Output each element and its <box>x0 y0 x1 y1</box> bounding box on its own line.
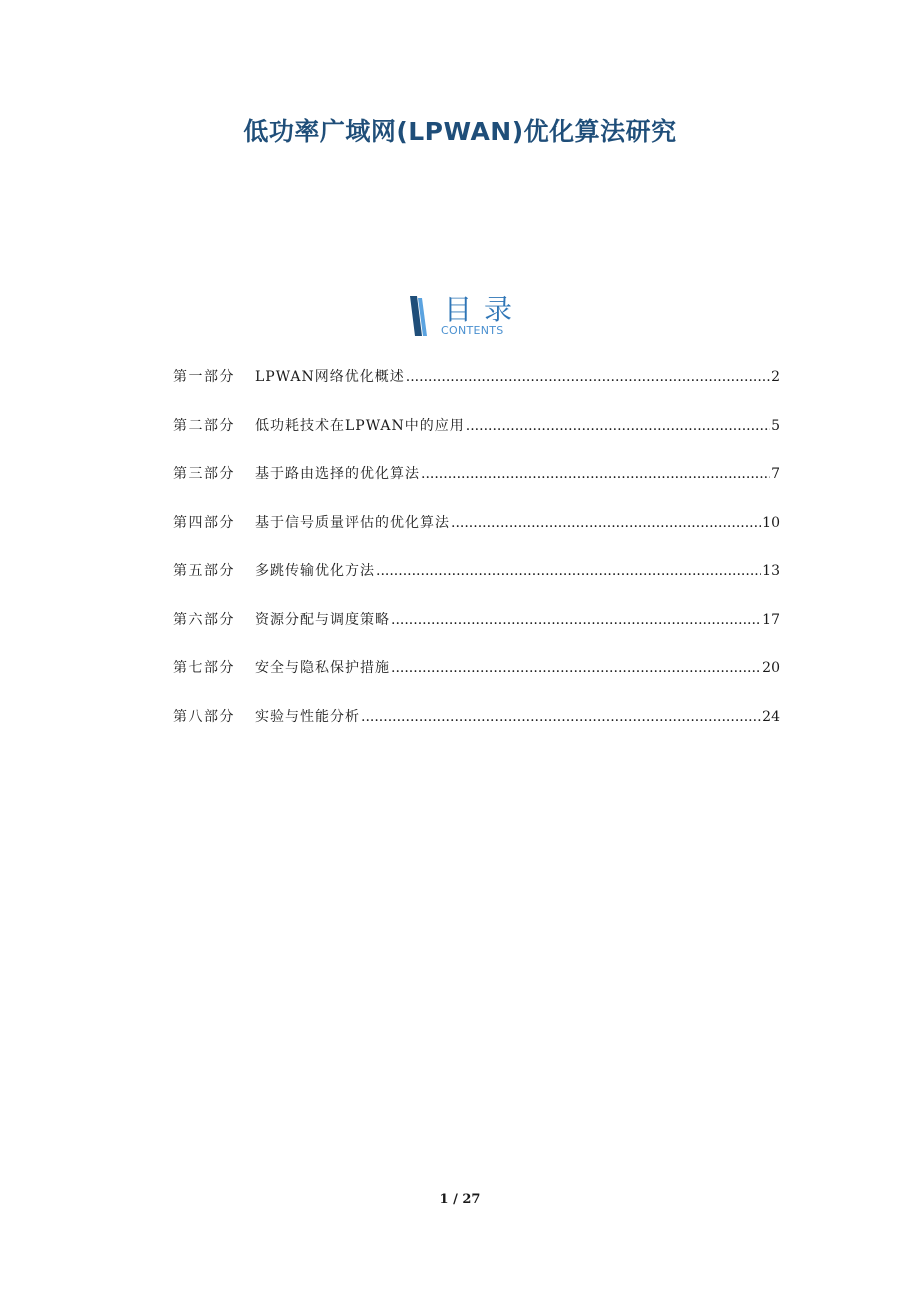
toc-entry[interactable] <box>173 561 780 610</box>
toc-entry-leader <box>391 610 761 630</box>
toc-entry-part: 第四部分 <box>173 514 235 531</box>
toc-list <box>173 367 780 755</box>
toc-entry-page[interactable]: 24 <box>762 708 780 725</box>
toc-entry-title[interactable]: 安全与隐私保护措施 <box>255 660 390 676</box>
toc-entry[interactable] <box>173 367 780 416</box>
toc-entry-page[interactable]: 5 <box>771 417 780 434</box>
toc-entry-leader <box>421 464 770 484</box>
toc-entry-page[interactable]: 7 <box>771 466 780 482</box>
toc-entry-leader <box>361 707 761 727</box>
toc-entry-page[interactable]: 10 <box>762 514 780 531</box>
toc-entry[interactable] <box>173 707 780 756</box>
toc-entry-part: 第七部分 <box>173 660 235 676</box>
toc-entry-page[interactable]: 2 <box>771 369 780 385</box>
toc-entry-part: 第五部分 <box>173 563 235 579</box>
toc-entry-title[interactable]: 基于信号质量评估的优化算法 <box>255 514 450 531</box>
toc-entry-title[interactable]: 低功耗技术在LPWAN中的应用 <box>255 417 465 434</box>
toc-entry-title[interactable]: 基于路由选择的优化算法 <box>255 466 420 482</box>
toc-entry-page[interactable]: 13 <box>762 563 780 579</box>
toc-heading: 目录 <box>444 293 525 326</box>
toc-subheading: CONTENTS <box>441 324 504 337</box>
toc-entry-title[interactable]: 多跳传输优化方法 <box>255 563 375 579</box>
toc-entry[interactable] <box>173 658 780 707</box>
toc-entry[interactable] <box>173 610 780 659</box>
toc-entry-page[interactable]: 17 <box>762 611 780 628</box>
toc-entry-part: 第二部分 <box>173 417 235 434</box>
toc-entry-title[interactable]: 实验与性能分析 <box>255 708 360 725</box>
toc-entry-part: 第一部分 <box>173 369 235 385</box>
toc-entry-part: 第三部分 <box>173 466 235 482</box>
toc-entry-leader <box>376 561 761 581</box>
toc-entry-part: 第六部分 <box>173 611 235 628</box>
toc-entry-title[interactable]: 资源分配与调度策略 <box>255 611 390 628</box>
contents-logo-icon <box>408 296 436 336</box>
toc-entry-leader <box>406 367 770 387</box>
toc-entry-leader <box>466 416 770 436</box>
toc-entry-leader <box>451 513 761 533</box>
toc-entry[interactable] <box>173 416 780 465</box>
toc-entry-leader <box>391 658 761 678</box>
document-title: 低功率广域网(LPWAN)优化算法研究 <box>243 117 677 146</box>
toc-entry-title[interactable]: LPWAN网络优化概述 <box>255 369 405 385</box>
toc-entry[interactable] <box>173 464 780 513</box>
page-number-indicator: 1 / 27 <box>439 1192 481 1207</box>
toc-entry-page[interactable]: 20 <box>762 660 780 676</box>
toc-entry-part: 第八部分 <box>173 708 235 725</box>
toc-entry[interactable] <box>173 513 780 562</box>
toc-header <box>408 292 548 340</box>
